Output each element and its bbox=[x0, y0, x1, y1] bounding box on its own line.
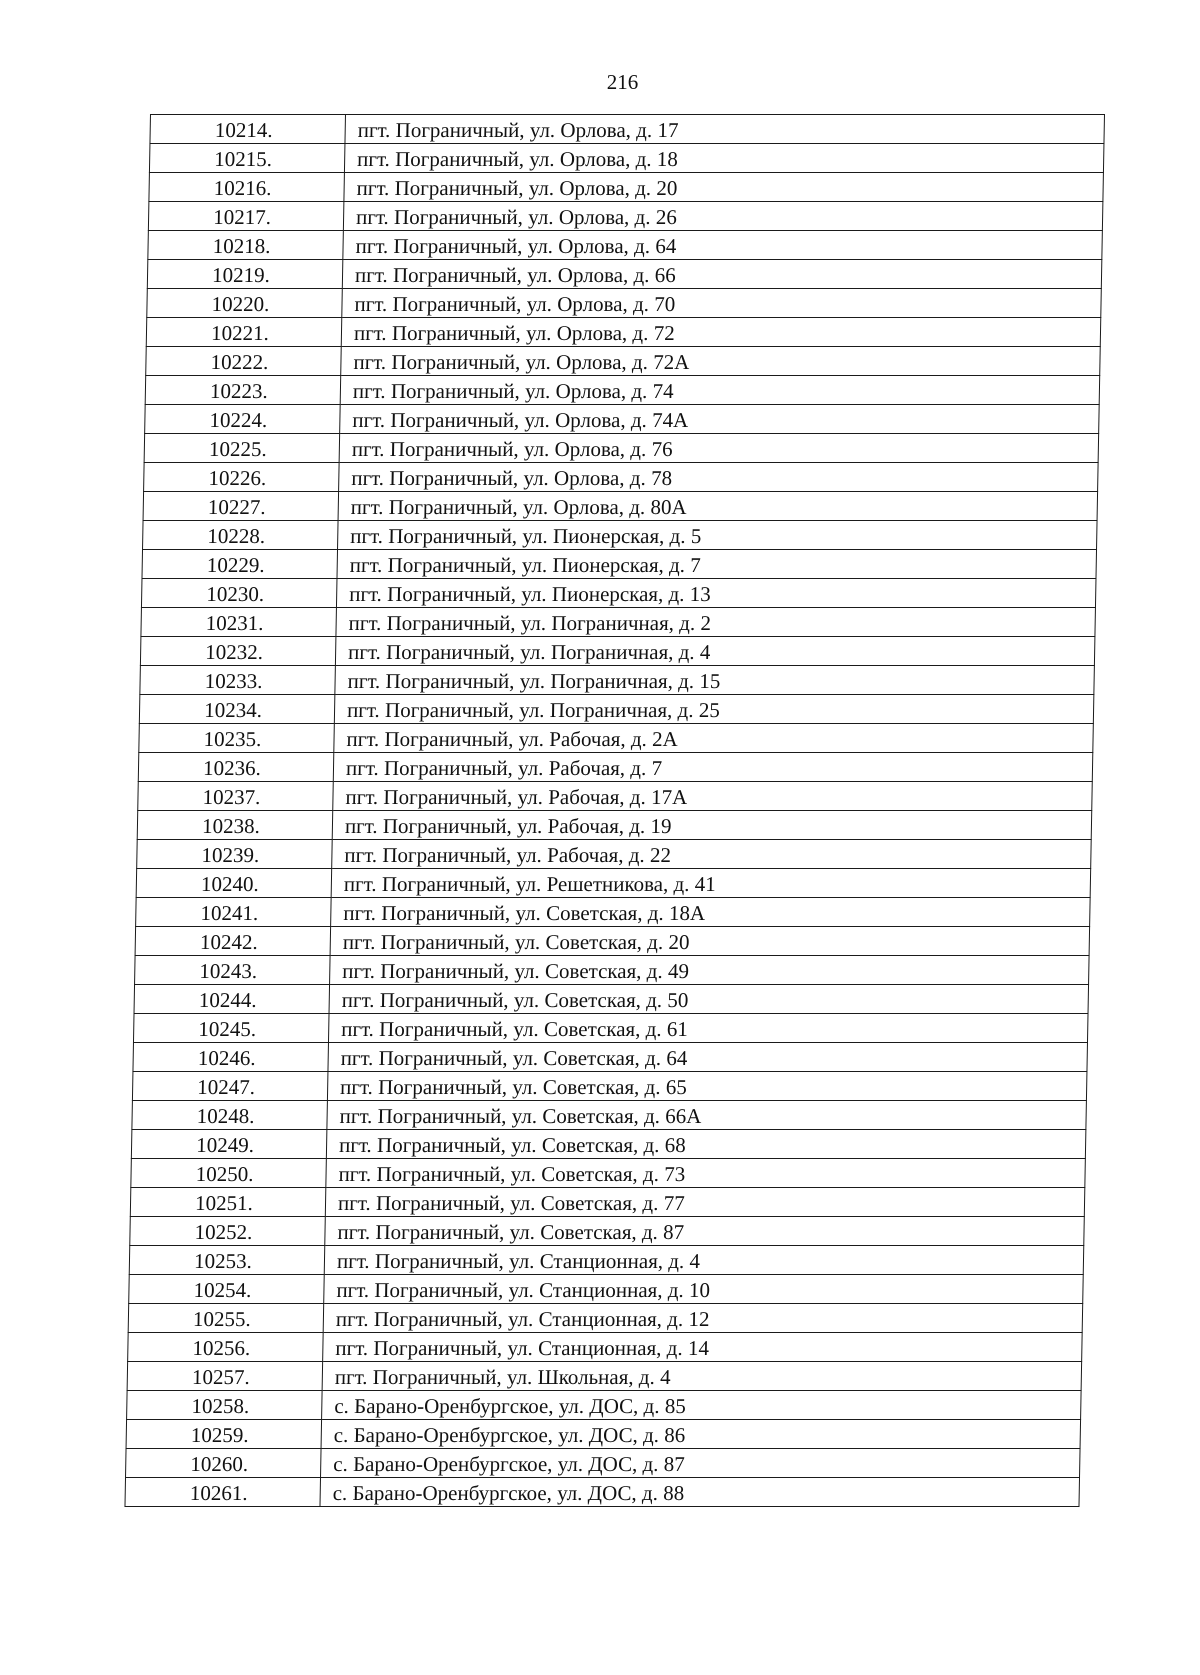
address-cell: пгт. Пограничный, ул. Советская, д. 18А bbox=[331, 898, 1091, 927]
address-cell: пгт. Пограничный, ул. Орлова, д. 78 bbox=[339, 463, 1099, 492]
table-row bbox=[134, 985, 1089, 1014]
address-cell: пгт. Пограничный, ул. Орлова, д. 26 bbox=[343, 202, 1103, 231]
row-number-cell: 10255. bbox=[128, 1304, 324, 1333]
table-row bbox=[146, 347, 1101, 376]
row-number-cell: 10244. bbox=[134, 985, 330, 1014]
row-number-cell: 10226. bbox=[144, 463, 340, 492]
address-table-body bbox=[125, 115, 1105, 1507]
address-cell: пгт. Пограничный, ул. Орлова, д. 64 bbox=[343, 231, 1103, 260]
table-row bbox=[130, 1217, 1085, 1246]
address-cell: пгт. Пограничный, ул. Советская, д. 49 bbox=[330, 956, 1090, 985]
table-row bbox=[141, 579, 1096, 608]
row-number-cell: 10241. bbox=[136, 898, 332, 927]
address-cell: пгт. Пограничный, ул. Рабочая, д. 17А bbox=[333, 782, 1093, 811]
row-number-cell: 10248. bbox=[132, 1101, 328, 1130]
address-cell: с. Барано-Оренбургское, ул. ДОС, д. 87 bbox=[321, 1449, 1081, 1478]
row-number-cell: 10227. bbox=[143, 492, 339, 521]
row-number-cell: 10246. bbox=[133, 1043, 329, 1072]
address-cell: пгт. Пограничный, ул. Орлова, д. 74А bbox=[340, 405, 1100, 434]
row-number-cell: 10215. bbox=[149, 144, 345, 173]
address-cell: пгт. Пограничный, ул. Советская, д. 68 bbox=[326, 1130, 1086, 1159]
address-cell: пгт. Пограничный, ул. Орлова, д. 17 bbox=[345, 115, 1105, 144]
address-cell: пгт. Пограничный, ул. Советская, д. 66А bbox=[327, 1101, 1087, 1130]
address-cell: пгт. Пограничный, ул. Пионерская, д. 5 bbox=[338, 521, 1098, 550]
table-row bbox=[133, 1043, 1088, 1072]
row-number-cell: 10254. bbox=[129, 1275, 325, 1304]
address-cell: пгт. Пограничный, ул. Рабочая, д. 2А bbox=[334, 724, 1094, 753]
row-number-cell: 10229. bbox=[142, 550, 338, 579]
row-number-cell: 10225. bbox=[144, 434, 340, 463]
address-cell: пгт. Пограничный, ул. Орлова, д. 72А bbox=[341, 347, 1101, 376]
table-row bbox=[127, 1391, 1082, 1420]
table-row bbox=[128, 1304, 1083, 1333]
row-number-cell: 10249. bbox=[131, 1130, 327, 1159]
row-number-cell: 10214. bbox=[150, 115, 346, 144]
table-row bbox=[138, 782, 1093, 811]
table-row bbox=[135, 927, 1090, 956]
table-row bbox=[138, 753, 1093, 782]
table-row bbox=[143, 492, 1098, 521]
row-number-cell: 10219. bbox=[147, 260, 343, 289]
address-cell: пгт. Пограничный, ул. Советская, д. 73 bbox=[326, 1159, 1086, 1188]
address-cell: пгт. Пограничный, ул. Орлова, д. 66 bbox=[342, 260, 1102, 289]
row-number-cell: 10240. bbox=[136, 869, 332, 898]
address-cell: пгт. Пограничный, ул. Пограничная, д. 15 bbox=[335, 666, 1095, 695]
table-row bbox=[148, 231, 1103, 260]
table-row bbox=[127, 1362, 1082, 1391]
row-number-cell: 10216. bbox=[149, 173, 345, 202]
table-row bbox=[142, 550, 1097, 579]
table-row bbox=[147, 260, 1102, 289]
address-cell: пгт. Пограничный, ул. Орлова, д. 72 bbox=[341, 318, 1101, 347]
table-row bbox=[132, 1072, 1087, 1101]
address-cell: с. Барано-Оренбургское, ул. ДОС, д. 85 bbox=[322, 1391, 1082, 1420]
address-cell: пгт. Пограничный, ул. Станционная, д. 12 bbox=[323, 1304, 1083, 1333]
row-number-cell: 10243. bbox=[135, 956, 331, 985]
address-cell: пгт. Пограничный, ул. Советская, д. 77 bbox=[325, 1188, 1085, 1217]
address-cell: пгт. Пограничный, ул. Советская, д. 87 bbox=[325, 1217, 1085, 1246]
table-row bbox=[147, 289, 1102, 318]
address-cell: пгт. Пограничный, ул. Орлова, д. 74 bbox=[340, 376, 1100, 405]
page-number: 216 bbox=[606, 70, 639, 94]
address-cell: с. Барано-Оренбургское, ул. ДОС, д. 86 bbox=[321, 1420, 1081, 1449]
address-cell: пгт. Пограничный, ул. Пограничная, д. 4 bbox=[335, 637, 1095, 666]
row-number-cell: 10218. bbox=[148, 231, 344, 260]
address-cell: пгт. Пограничный, ул. Рабочая, д. 19 bbox=[332, 811, 1092, 840]
table-row bbox=[145, 376, 1100, 405]
address-cell: пгт. Пограничный, ул. Советская, д. 61 bbox=[328, 1014, 1088, 1043]
address-cell: пгт. Пограничный, ул. Пограничная, д. 2 bbox=[336, 608, 1096, 637]
row-number-cell: 10222. bbox=[146, 347, 342, 376]
address-cell: пгт. Пограничный, ул. Орлова, д. 20 bbox=[344, 173, 1104, 202]
row-number-cell: 10236. bbox=[138, 753, 334, 782]
table-row bbox=[139, 695, 1094, 724]
row-number-cell: 10261. bbox=[125, 1478, 321, 1507]
table-row bbox=[126, 1449, 1081, 1478]
row-number-cell: 10252. bbox=[130, 1217, 326, 1246]
registry-sheet bbox=[124, 114, 1104, 1507]
address-cell: пгт. Пограничный, ул. Станционная, д. 10 bbox=[324, 1275, 1084, 1304]
row-number-cell: 10256. bbox=[128, 1333, 324, 1362]
address-cell: пгт. Пограничный, ул. Пионерская, д. 13 bbox=[336, 579, 1096, 608]
table-row bbox=[135, 956, 1090, 985]
table-row bbox=[143, 521, 1098, 550]
table-row bbox=[125, 1478, 1080, 1507]
row-number-cell: 10232. bbox=[140, 637, 336, 666]
row-number-cell: 10220. bbox=[147, 289, 343, 318]
table-row bbox=[140, 666, 1095, 695]
table-row bbox=[144, 434, 1099, 463]
address-cell: пгт. Пограничный, ул. Пионерская, д. 7 bbox=[337, 550, 1097, 579]
row-number-cell: 10260. bbox=[126, 1449, 322, 1478]
table-row bbox=[129, 1246, 1084, 1275]
table-row bbox=[141, 608, 1096, 637]
row-number-cell: 10235. bbox=[139, 724, 335, 753]
table-row bbox=[131, 1159, 1086, 1188]
row-number-cell: 10242. bbox=[135, 927, 331, 956]
table-row bbox=[136, 898, 1091, 927]
row-number-cell: 10233. bbox=[140, 666, 336, 695]
row-number-cell: 10259. bbox=[126, 1420, 322, 1449]
address-cell: пгт. Пограничный, ул. Советская, д. 65 bbox=[327, 1072, 1087, 1101]
table-row bbox=[149, 173, 1104, 202]
address-cell: пгт. Пограничный, ул. Советская, д. 20 bbox=[330, 927, 1090, 956]
table-row bbox=[137, 840, 1092, 869]
table-row bbox=[144, 463, 1099, 492]
row-number-cell: 10221. bbox=[146, 318, 342, 347]
row-number-cell: 10231. bbox=[141, 608, 337, 637]
table-row bbox=[145, 405, 1100, 434]
address-cell: пгт. Пограничный, ул. Рабочая, д. 7 bbox=[333, 753, 1093, 782]
table-row bbox=[136, 869, 1091, 898]
row-number-cell: 10217. bbox=[148, 202, 344, 231]
row-number-cell: 10224. bbox=[145, 405, 341, 434]
row-number-cell: 10228. bbox=[143, 521, 339, 550]
address-table bbox=[124, 114, 1105, 1507]
table-row bbox=[146, 318, 1101, 347]
row-number-cell: 10234. bbox=[139, 695, 335, 724]
table-row bbox=[129, 1275, 1084, 1304]
row-number-cell: 10258. bbox=[127, 1391, 323, 1420]
table-row bbox=[137, 811, 1092, 840]
address-cell: пгт. Пограничный, ул. Орлова, д. 80А bbox=[338, 492, 1098, 521]
address-cell: пгт. Пограничный, ул. Пограничная, д. 25 bbox=[334, 695, 1094, 724]
row-number-cell: 10251. bbox=[130, 1188, 326, 1217]
row-number-cell: 10230. bbox=[141, 579, 337, 608]
table-row bbox=[130, 1188, 1085, 1217]
address-cell: пгт. Пограничный, ул. Рабочая, д. 22 bbox=[332, 840, 1092, 869]
row-number-cell: 10239. bbox=[137, 840, 333, 869]
address-cell: пгт. Пограничный, ул. Советская, д. 64 bbox=[328, 1043, 1088, 1072]
row-number-cell: 10257. bbox=[127, 1362, 323, 1391]
row-number-cell: 10245. bbox=[133, 1014, 329, 1043]
table-row bbox=[132, 1101, 1087, 1130]
row-number-cell: 10250. bbox=[131, 1159, 327, 1188]
address-cell: пгт. Пограничный, ул. Станционная, д. 4 bbox=[324, 1246, 1084, 1275]
row-number-cell: 10247. bbox=[132, 1072, 328, 1101]
row-number-cell: 10223. bbox=[145, 376, 341, 405]
table-row bbox=[148, 202, 1103, 231]
table-row bbox=[139, 724, 1094, 753]
row-number-cell: 10253. bbox=[129, 1246, 325, 1275]
table-row bbox=[149, 144, 1104, 173]
table-row bbox=[133, 1014, 1088, 1043]
address-cell: пгт. Пограничный, ул. Орлова, д. 70 bbox=[342, 289, 1102, 318]
address-cell: пгт. Пограничный, ул. Школьная, д. 4 bbox=[322, 1362, 1082, 1391]
table-row bbox=[131, 1130, 1086, 1159]
address-cell: пгт. Пограничный, ул. Орлова, д. 18 bbox=[344, 144, 1104, 173]
address-cell: пгт. Пограничный, ул. Станционная, д. 14 bbox=[323, 1333, 1083, 1362]
address-cell: пгт. Пограничный, ул. Решетникова, д. 41 bbox=[331, 869, 1091, 898]
address-cell: пгт. Пограничный, ул. Советская, д. 50 bbox=[329, 985, 1089, 1014]
address-cell: пгт. Пограничный, ул. Орлова, д. 76 bbox=[339, 434, 1099, 463]
row-number-cell: 10238. bbox=[137, 811, 333, 840]
table-row bbox=[150, 115, 1105, 144]
table-row bbox=[126, 1420, 1081, 1449]
table-row bbox=[140, 637, 1095, 666]
row-number-cell: 10237. bbox=[138, 782, 334, 811]
address-cell: с. Барано-Оренбургское, ул. ДОС, д. 88 bbox=[320, 1478, 1080, 1507]
table-row bbox=[128, 1333, 1083, 1362]
